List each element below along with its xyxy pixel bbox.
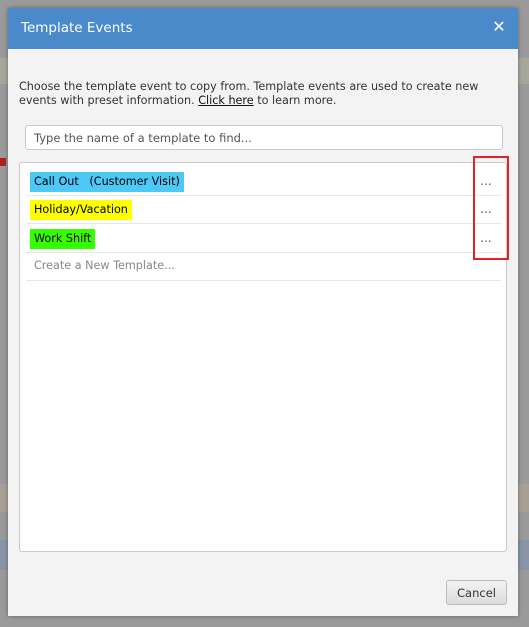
more-options-icon[interactable]: ... [480,174,492,188]
learn-more-link[interactable]: Click here [198,93,254,107]
template-row-holiday[interactable] [26,196,501,224]
create-template-row[interactable] [26,253,501,281]
template-events-dialog [8,8,518,616]
dialog-title: Template Events [21,20,133,36]
intro-suffix: to learn more. [257,93,337,107]
template-tag-holiday[interactable]: Holiday/Vacation [30,200,132,220]
background-marker [0,158,6,166]
template-search-input[interactable] [25,125,503,150]
intro-text [19,80,499,107]
more-options-icon[interactable]: ... [480,231,492,245]
template-list [19,162,507,552]
template-row-call-out[interactable] [26,168,501,196]
create-new-template-link[interactable]: Create a New Template... [34,259,175,272]
intro-description: Choose the template event to copy from. Template events are used to create new events with preset information. [19,80,479,107]
more-options-icon[interactable]: ... [480,202,492,216]
template-tag-call-out[interactable]: Call Out (Customer Visit) [30,172,184,192]
template-tag-work-shift[interactable]: Work Shift [30,229,95,249]
template-row-work-shift[interactable] [26,225,501,253]
close-icon[interactable]: ✕ [492,17,506,36]
dialog-header [8,8,518,49]
cancel-button[interactable]: Cancel [446,580,507,605]
